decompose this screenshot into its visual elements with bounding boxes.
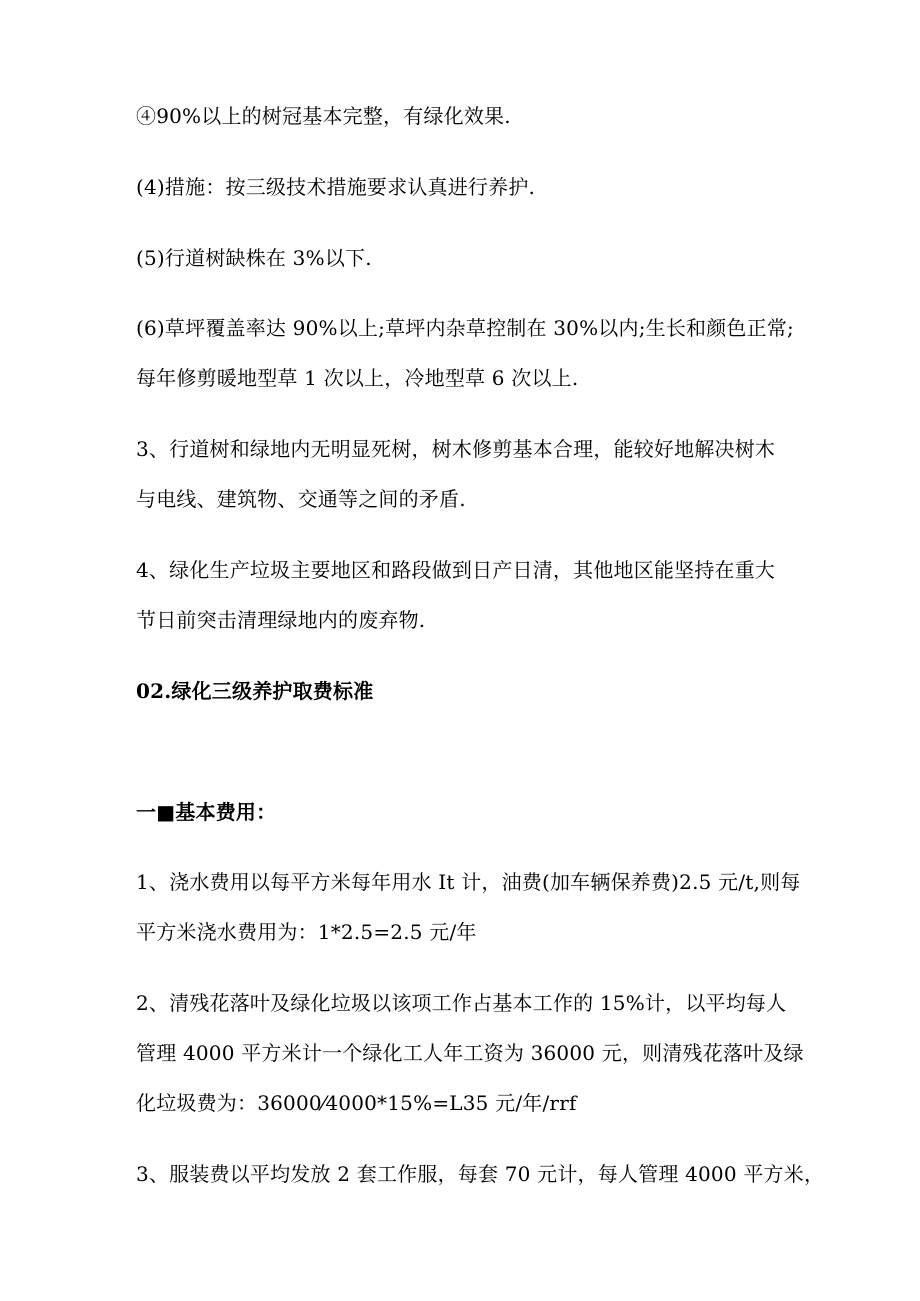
item-measures: (4)措施：按三级技术措施要求认真进行养护. — [136, 175, 536, 199]
item-3-dead-trees-cont: 与电线、建筑物、交通等之间的矛盾. — [136, 487, 466, 511]
item-2-cleaning-cont-2: 化垃圾费为：36000⁄4000*15%=L35 元/年/rrf — [136, 1091, 577, 1115]
item-3-dead-trees: 3、行道树和绿地内无明显死树，树木修剪基本合理，能较好地解决树木 — [136, 437, 776, 461]
item-1-watering: 1、浇水费用以每平方米每年用水 It 计，油费(加车辆保养费)2.5 元/t,则每 — [136, 870, 801, 894]
subheading-basic-fees: 一■基本费用： — [136, 800, 277, 824]
item-missing-trees: (5)行道树缺株在 3%以下. — [136, 246, 372, 270]
section-heading-fee-standard: 02.绿化三级养护取费标准 — [136, 679, 374, 703]
item-2-cleaning-cont: 管理 4000 平方米计一个绿化工人年工资为 36000 元，则清残花落叶及绿 — [136, 1041, 804, 1065]
item-crown-complete: ④90%以上的树冠基本完整，有绿化效果. — [136, 104, 511, 128]
item-lawn-coverage-cont: 每年修剪暖地型草 1 次以上，冷地型草 6 次以上. — [136, 366, 579, 390]
item-2-cleaning: 2、清残花落叶及绿化垃圾以该项工作占基本工作的 15%计，以平均每人 — [136, 991, 787, 1015]
item-3-uniforms: 3、服装费以平均发放 2 套工作服，每套 70 元计，每人管理 4000 平方米， — [136, 1162, 825, 1186]
item-4-garbage-cont: 节日前突击清理绿地内的废弃物. — [136, 608, 426, 632]
item-1-watering-cont: 平方米浇水费用为：1*2.5=2.5 元/年 — [136, 920, 477, 944]
item-4-garbage: 4、绿化生产垃圾主要地区和路段做到日产日清，其他地区能坚持在重大 — [136, 558, 776, 582]
item-lawn-coverage: (6)草坪覆盖率达 90%以上;草坪内杂草控制在 30%以内;生长和颜色正常; — [136, 316, 794, 340]
